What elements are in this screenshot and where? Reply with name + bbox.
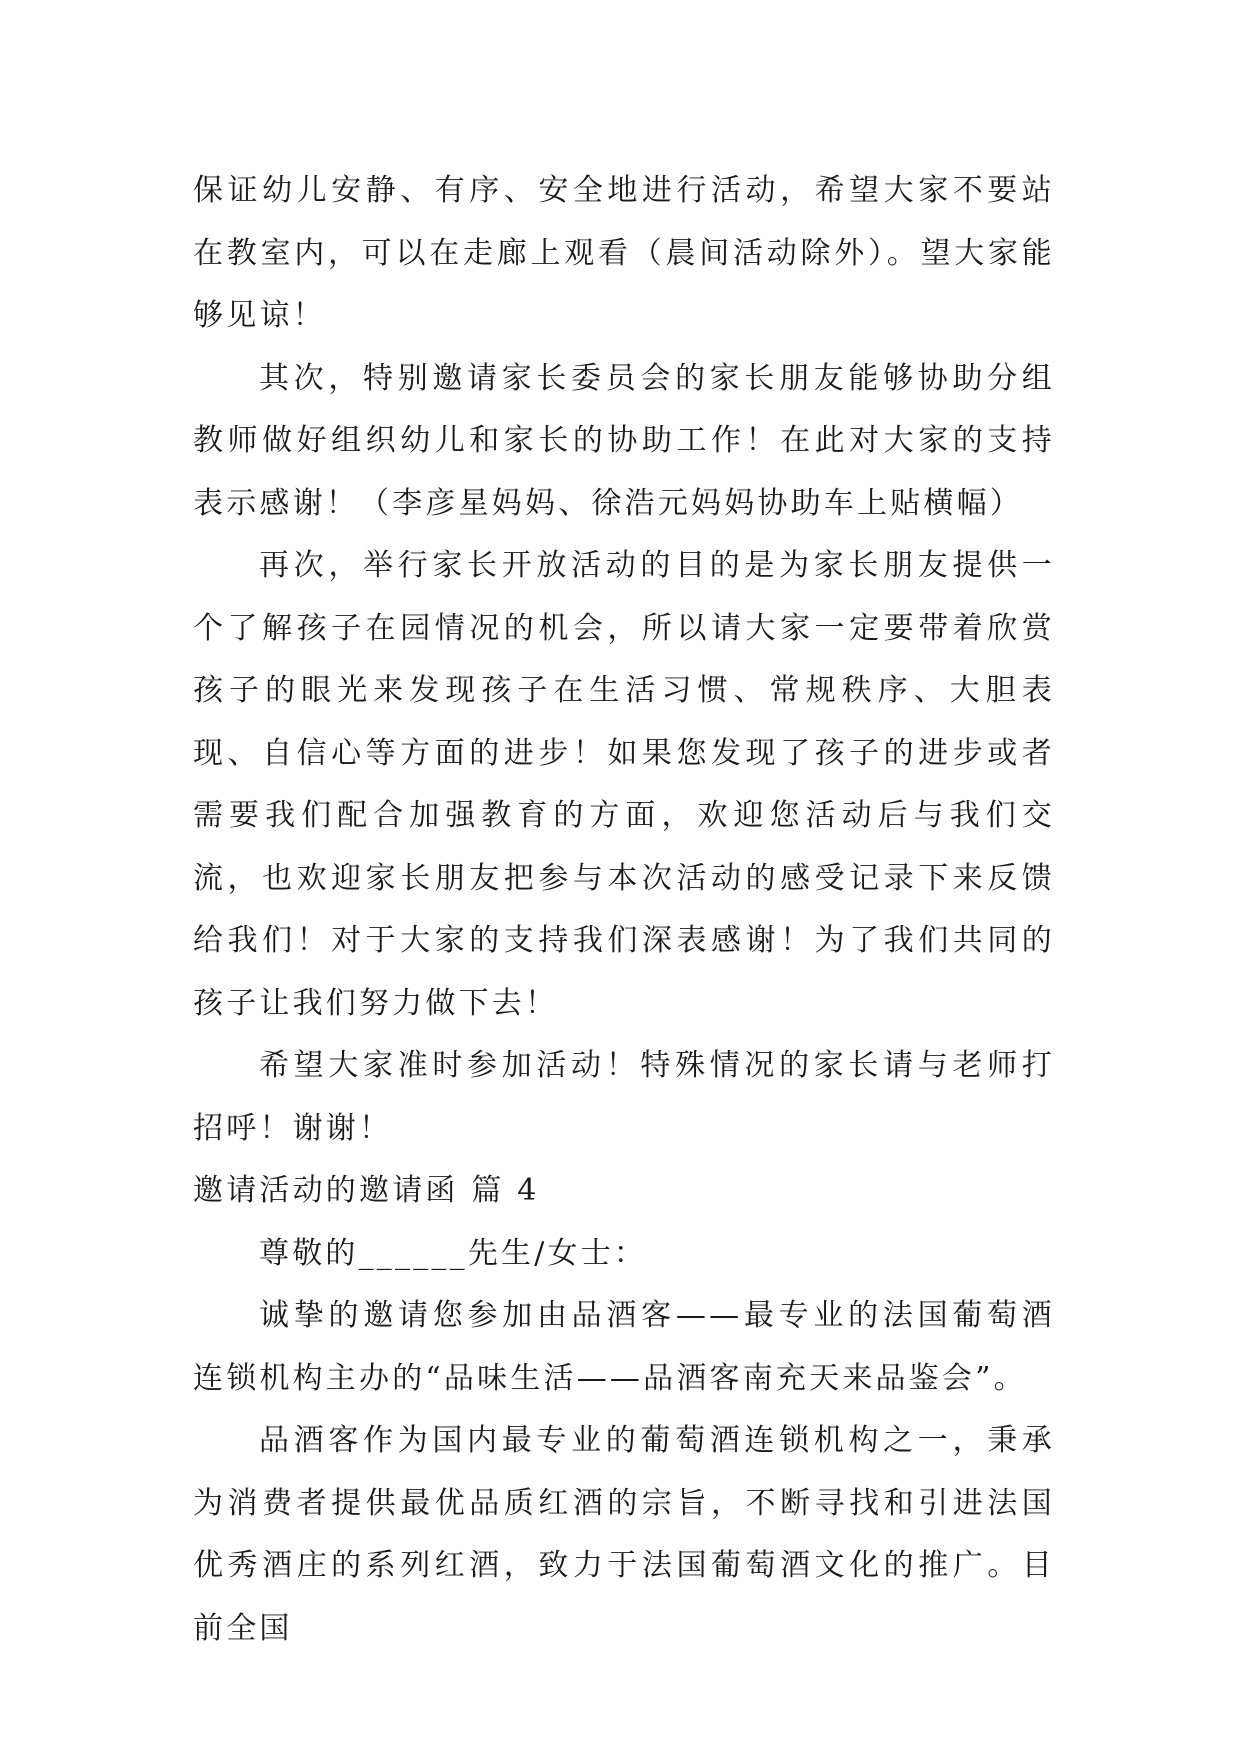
section-4 <box>193 1160 1055 1660</box>
paragraph-third: 再次，举行家长开放活动的目的是为家长朋友提供一个了解孩子在园情况的机会，所以请大家一定要带着欣赏孩子的眼光来发现孩子在生活习惯、常规秩序、大胆表现、自信心等方面的进步！如果您发现了孩子的进步或者需要我们配合加强教育的方面，欢迎您活动后与我们交流，也欢迎家长朋友把参与本次活动的感受记录下来反馈给我们！对于大家的支持我们深表感谢！为了我们共同的孩子让我们努力做下去！ <box>193 548 1055 1021</box>
section-3-body <box>193 160 1055 1160</box>
document-page <box>193 160 1055 1660</box>
paragraph-second: 其次，特别邀请家长委员会的家长朋友能够协助分组教师做好组织幼儿和家长的协助工作！在此对大家的支持表示感谢！（李彦星妈妈、徐浩元妈妈协助车上贴横幅） <box>193 360 1055 521</box>
paragraph-invite: 诚挚的邀请您参加由品酒客——最专业的法国葡萄酒连锁机构主办的“品味生活——品酒客南充天来品鉴会”。 <box>193 1298 1055 1396</box>
paragraph-closing: 希望大家准时参加活动！特殊情况的家长请与老师打招呼！谢谢！ <box>193 1048 1055 1146</box>
paragraph-continued: 保证幼儿安静、有序、安全地进行活动，希望大家不要站在教室内，可以在走廊上观看（晨间活动除外）。望大家能够见谅！ <box>193 173 1055 333</box>
salutation: 尊敬的______先生/女士： <box>259 1235 648 1271</box>
section-4-title: 邀请活动的邀请函 篇 4 <box>193 1173 540 1208</box>
paragraph-intro: 品酒客作为国内最专业的葡萄酒连锁机构之一，秉承为消费者提供最优品质红酒的宗旨，不断寻找和引进法国优秀酒庄的系列红酒，致力于法国葡萄酒文化的推广。目前全国 <box>193 1423 1055 1646</box>
